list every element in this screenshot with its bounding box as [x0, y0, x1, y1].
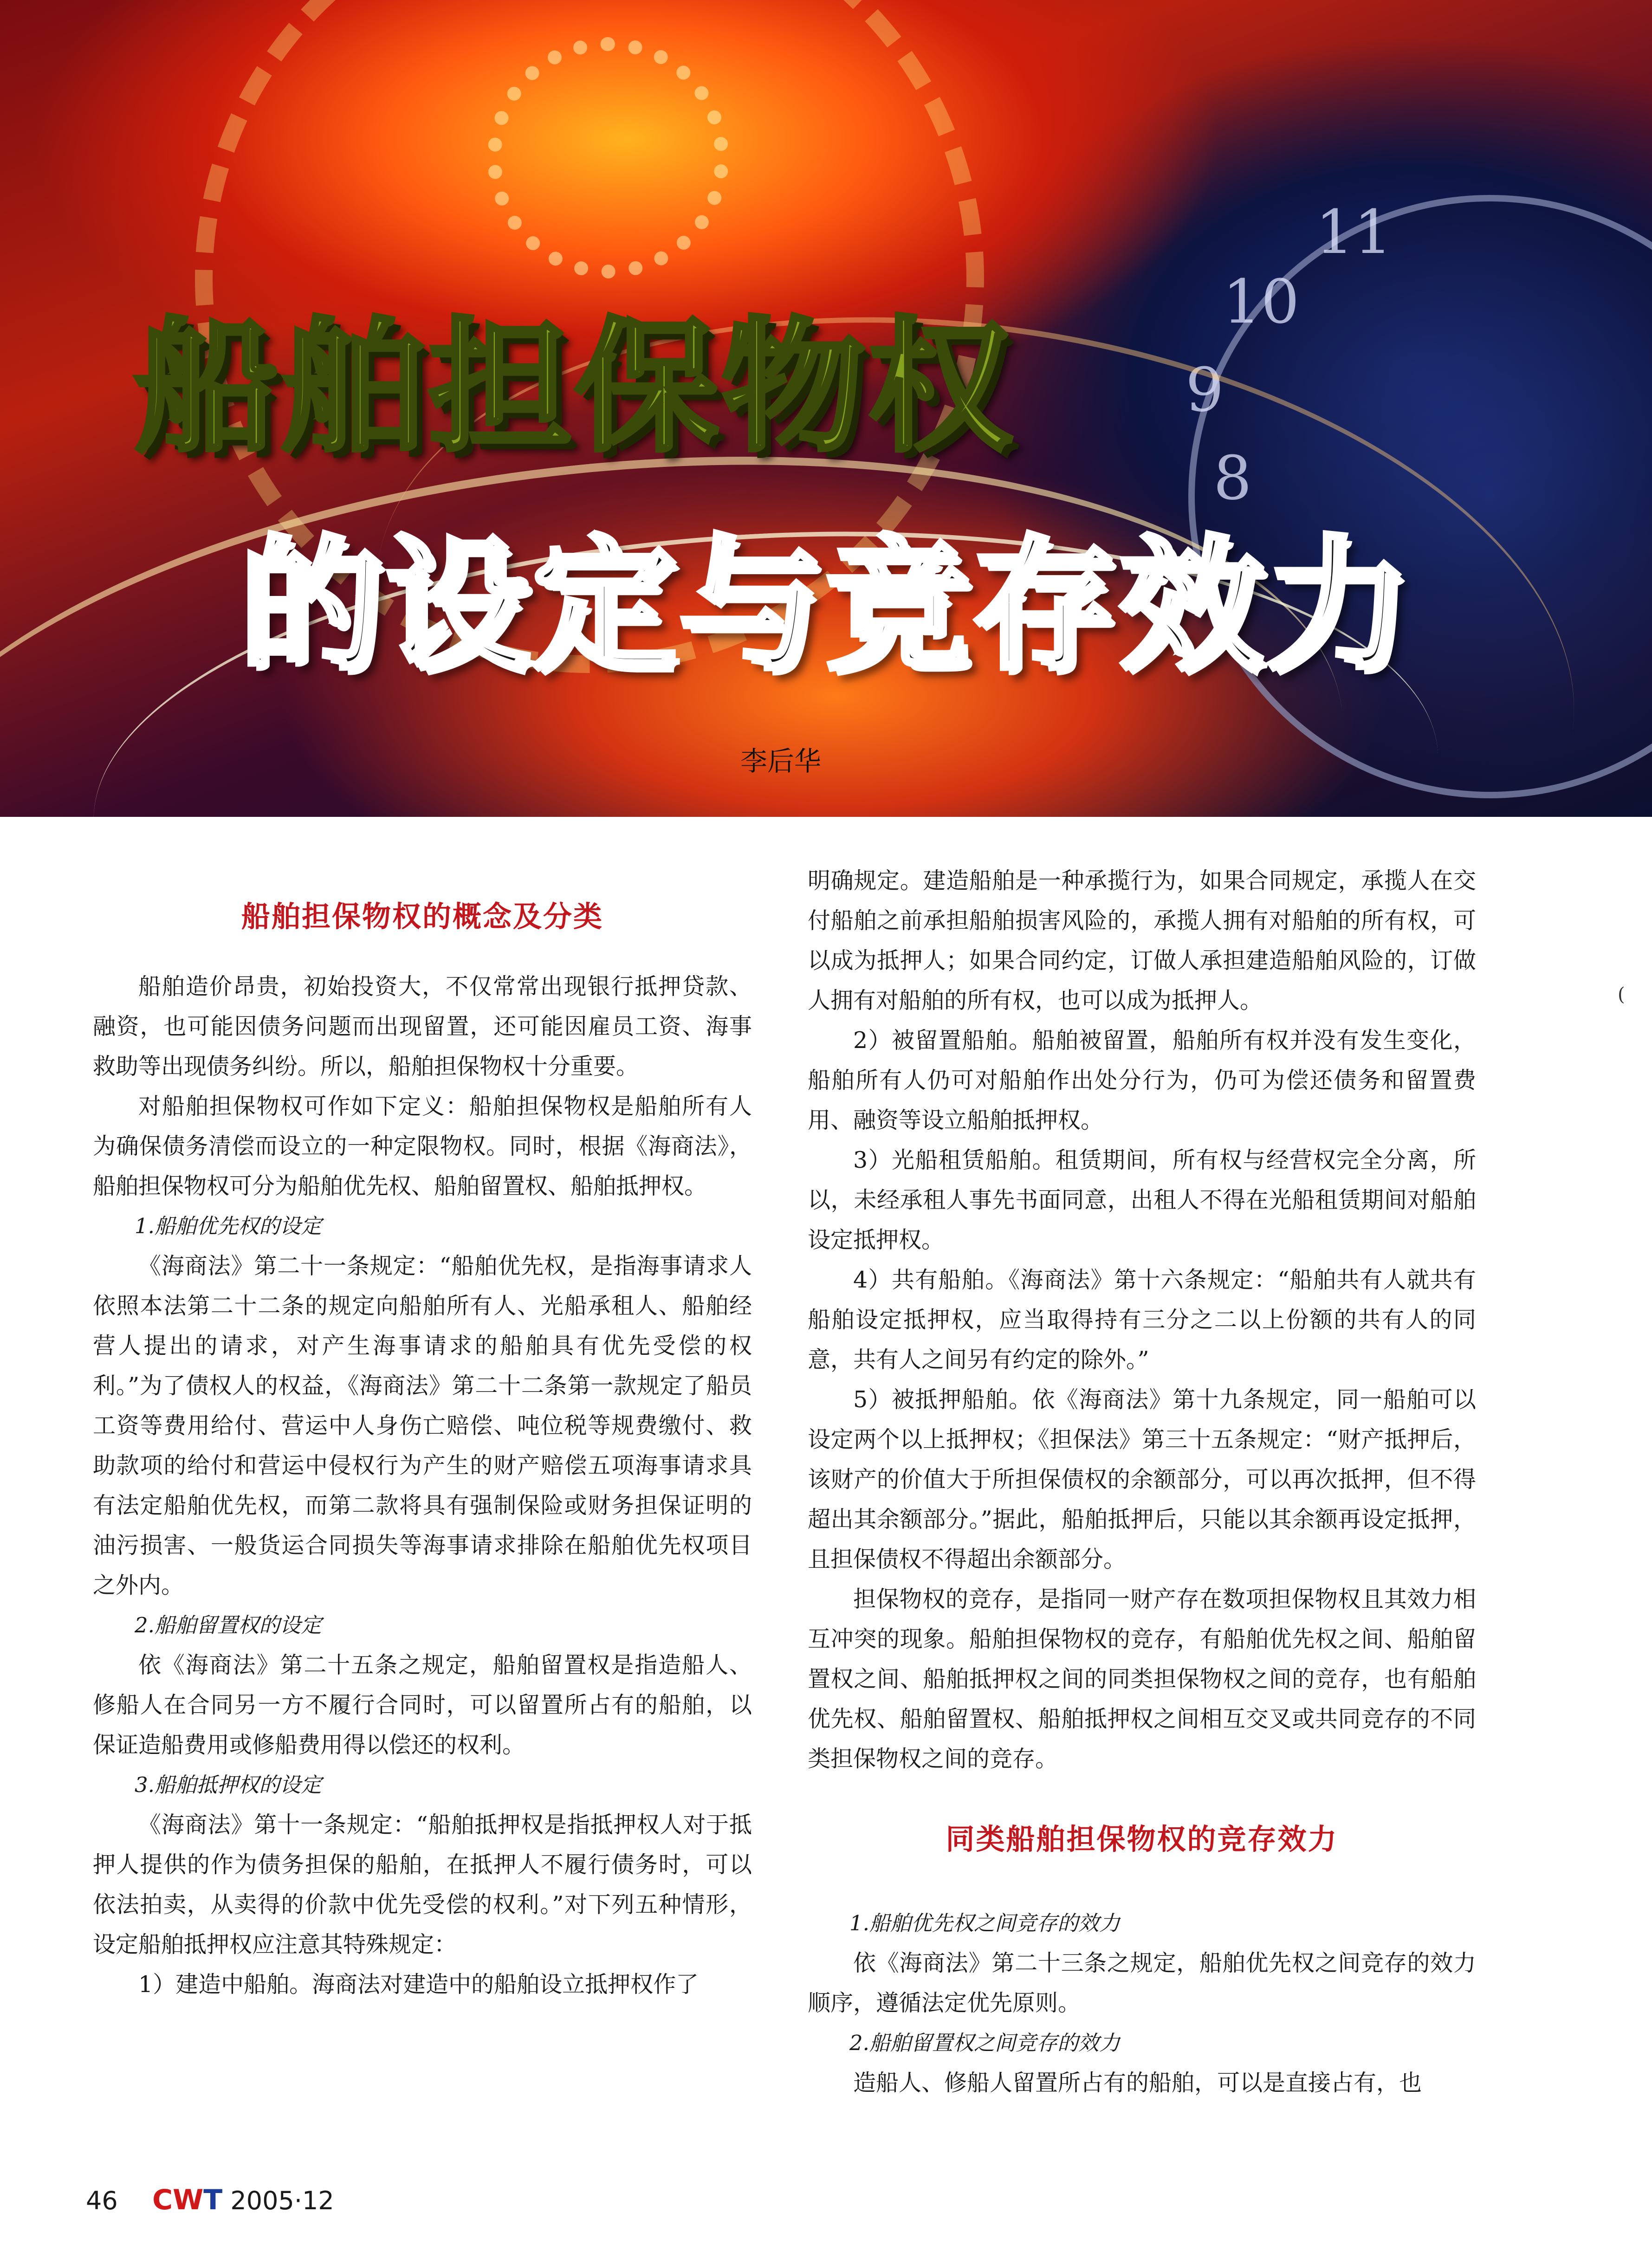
body-paragraph: 5）被抵押船舶。依《海商法》第十九条规定，同一船舶可以设定两个以上抵押权；《担保法》第三十五条规定：“财产抵押后，该财产的价值大于所担保债权的余额部分，可以再次抵押，但不得超出其余额部分。”据此，船舶抵押后，只能以其余额再设定抵押，且担保债权不得超出余额部分。 — [808, 1386, 1476, 1572]
body-paragraph: 担保物权的竞存，是指同一财产存在数项担保物权且其效力相互冲突的现象。船舶担保物权的竞存，有船舶优先权之间、船舶留置权之间、船舶抵押权之间的同类担保物权之间的竞存，也有船舶优先权、船舶留置权、船舶抵押权之间相互交叉或共同竞存的不同类担保物权之间的竞存。 — [808, 1586, 1476, 1772]
section-heading: 同类船舶担保物权的竞存效力 — [946, 1822, 1338, 1856]
margin-mark: ( — [1618, 984, 1625, 1005]
issue-date: 2005·12 — [230, 2186, 334, 2215]
clock-numeral: 9 — [1186, 355, 1224, 425]
subsection-heading: 1.船舶优先权的设定 — [135, 1214, 322, 1238]
magazine-logo-cw: CW — [152, 2184, 204, 2216]
page-number: 46 — [86, 2186, 118, 2215]
body-paragraph: 依《海商法》第二十三条之规定，船舶优先权之间竞存的效力顺序，遵循法定优先原则。 — [808, 1950, 1476, 2016]
subsection-heading: 2.船舶留置权的设定 — [135, 1613, 322, 1637]
body-paragraph: 4）共有船舶。《海商法》第十六条规定：“船舶共有人就共有船舶设定抵押权，应当取得持有三分之二以上份额的共有人的同意，共有人之间另有约定的除外。” — [808, 1267, 1476, 1373]
magazine-logo-t: T — [203, 2184, 223, 2216]
page-footer — [86, 2184, 334, 2216]
body-paragraph: 《海商法》第二十一条规定：“船舶优先权，是指海事请求人依照本法第二十二条的规定向船舶所有人、光船承租人、船舶经营人提出的请求，对产生海事请求的船舶具有优先受偿的权利。”为了债权人的权益，《海商法》第二十二条第一款规定了船员工资等费用给付、营运中人身伤亡赔偿、吨位税等规费缴付、救助款项的给付和营运中侵权行为产生的财产赔偿五项海事请求具有法定船舶优先权，而第二款将具有强制保险或财务担保证明的油污损害、一般货运合同损失等海事请求排除在船舶优先权项目之外内。 — [93, 1253, 752, 1598]
subsection-heading: 2.船舶留置权之间竞存的效力 — [849, 2031, 1120, 2055]
body-paragraph: 3）光船租赁船舶。租赁期间，所有权与经营权完全分离，所以，未经承租人事先书面同意，出租人不得在光船租赁期间对船舶设定抵押权。 — [808, 1147, 1476, 1253]
subsection-heading: 1.船舶优先权之间竞存的效力 — [849, 1911, 1120, 1935]
body-paragraph: 对船舶担保物权可作如下定义：船舶担保物权是船舶所有人为确保债务清偿而设立的一种定限物权。同时，根据《海商法》，船舶担保物权可分为船舶优先权、船舶留置权、船舶抵押权。 — [93, 1093, 752, 1199]
clock-numeral: 11 — [1315, 197, 1393, 267]
body-paragraph: 《海商法》第十一条规定：“船舶抵押权是指抵押权人对于抵押人提供的作为债务担保的船舶，在抵押人不履行债务时，可以依法拍卖，从卖得的价款中优先受偿的权利。”对下列五种情形，设定船舶抵押权应注意其特殊规定： — [93, 1812, 752, 1958]
article-title-line-1: 船舶担保物权 — [135, 304, 1015, 472]
subsection-heading: 3.船舶抵押权的设定 — [135, 1773, 322, 1797]
clock-numeral: 10 — [1223, 266, 1300, 337]
section-heading: 船舶担保物权的概念及分类 — [241, 899, 603, 933]
body-paragraph: 1）建造中船舶。海商法对建造中的船舶设立抵押权作了 — [138, 1971, 699, 1998]
article-title-line-2: 的设定与竞存效力 — [239, 522, 1412, 690]
right-column — [808, 861, 1476, 2103]
header-banner — [0, 0, 1652, 817]
body-paragraph: 依《海商法》第二十五条之规定，船舶留置权是指造船人、修船人在合同另一方不履行合同时，可以留置所占有的船舶，以保证造船费用或修船费用得以偿还的权利。 — [93, 1652, 752, 1758]
body-paragraph: 明确规定。建造船舶是一种承揽行为，如果合同规定，承揽人在交付船舶之前承担船舶损害风险的，承揽人拥有对船舶的所有权，可以成为抵押人；如果合同约定，订做人承担建造船舶风险的，订做人拥有对船舶的所有权，也可以成为抵押人。 — [808, 867, 1476, 1014]
left-column — [93, 861, 752, 2005]
body-paragraph: 船舶造价昂贵，初始投资大，不仅常常出现银行抵押贷款、融资，也可能因债务问题而出现留置，还可能因雇员工资、海事救助等出现债务纠纷。所以，船舶担保物权十分重要。 — [93, 973, 752, 1080]
small-gear-graphic — [487, 37, 729, 278]
body-paragraph: 造船人、修船人留置所占有的船舶，可以是直接占有，也 — [853, 2070, 1422, 2096]
clock-numeral: 8 — [1213, 443, 1252, 513]
author-name: 李后华 — [740, 745, 822, 777]
body-paragraph: 2）被留置船舶。船舶被留置，船舶所有权并没有发生变化，船舶所有人仍可对船舶作出处分行为，仍可为偿还债务和留置费用、融资等设立船舶抵押权。 — [808, 1027, 1476, 1133]
